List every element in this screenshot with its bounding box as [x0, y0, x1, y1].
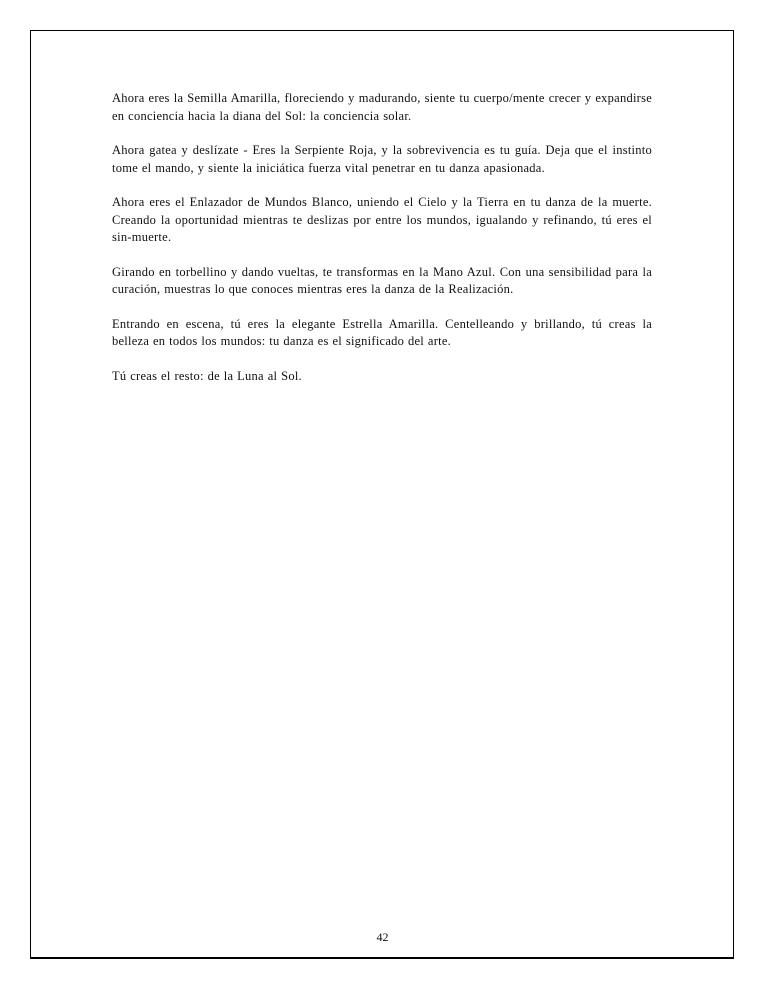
page-number: 42: [376, 930, 389, 944]
paragraph-mano-azul: Girando en torbellino y dando vueltas, te transformas en la Mano Azul. Con una sensibilidad para la curación, muestras lo que conoces mientras eres la danza de la Realización.: [112, 264, 652, 296]
paragraph-enlazador-de-mundos: Ahora eres el Enlazador de Mundos Blanco, uniendo el Cielo y la Tierra en tu danza de la muerte. Creando la oportunidad mientras te deslizas por entre los mundos, igualando y refinando, tú eres el sin-muerte.: [112, 195, 652, 244]
paragraph-estrella-amarilla: Entrando en escena, tú eres la elegante Estrella Amarilla. Centelleando y brillando, tú creas la belleza en todos los mundos: tu danza es el significado del arte.: [112, 316, 652, 348]
paragraph-closing: Tú creas el resto: de la Luna al Sol.: [112, 368, 302, 383]
paragraph-semilla-amarilla: Ahora eres la Semilla Amarilla, floreciendo y madurando, siente tu cuerpo/mente crecer y expandirse en conciencia hacia la diana del Sol: la conciencia solar.: [112, 91, 652, 123]
paragraph-serpiente-roja: Ahora gatea y deslízate - Eres la Serpiente Roja, y la sobrevivencia es tu guía. Deja que el instinto tome el mando, y siente la iniciática fuerza vital penetrar en tu danza apasionada.: [112, 143, 652, 175]
body-text: [112, 90, 652, 402]
